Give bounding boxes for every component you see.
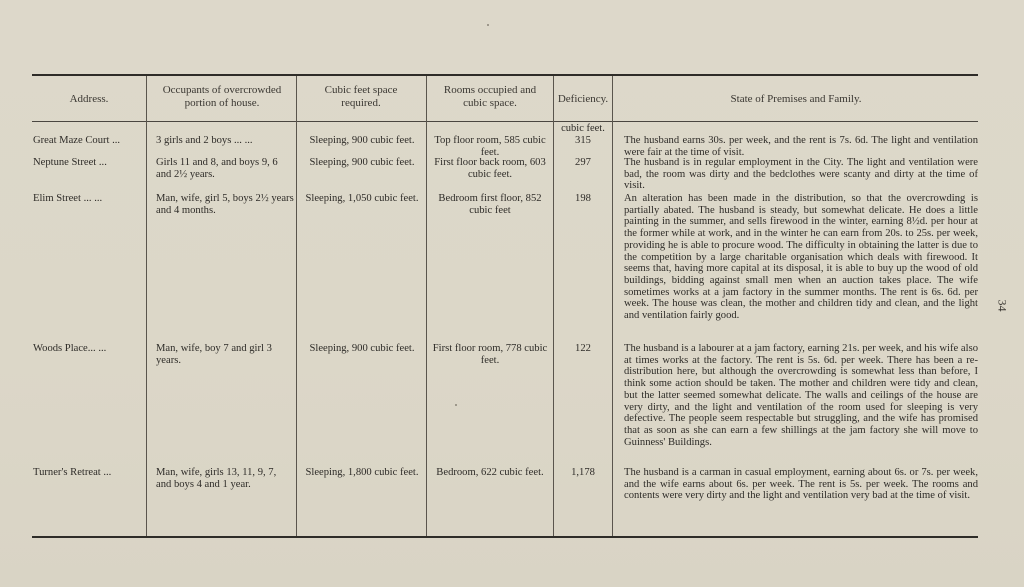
row-state: The husband is a labourer at a jam factory, earning 21s. per week, and his wife also at times works at the factory. The rent is 5s. 6d. per week. There has been a re-distribution here, but although the overcrowding is somewhat less than before, I think some action should be taken. The mother and children were tidy and clean, but the latter seemed somewhat delicate. The walls and ceilings of the house are very dirty, and the light and ventilation of the room used for sleeping is very defective. The people seem respectable but struggling, and the wife has promised that as soon as she can earn a few shillings at the jam factory she will move to Guinness' Buildings. <box>624 343 978 448</box>
header-deficiency: Deficiency. <box>557 93 609 105</box>
row-address: Great Maze Court ... <box>33 135 121 146</box>
row-address: Elim Street ... ... <box>33 193 103 204</box>
row-address: Woods Place... ... <box>33 343 107 354</box>
column-divider <box>426 76 427 536</box>
row-occupants: Man, wife, girls 13, 11, 9, 7, and boys 4 and 1 year. <box>156 467 277 490</box>
row-state: An alteration has been made in the distribution, so that the overcrowding is partially abated. The husband is steady, but somewhat delicate. He does a little painting in the summer, and sells firewood in the winter, earning 8½d. per hour at the former while at work, and in the winter he can earn from 20s. to 25s. per week, providing he is able to procure wood. The difficulty in obtaining the latter is due to the competition by a large charitable organisation which deals with firewood. It seems that, having more capital at its disposal, it is able to buy up the wood of old buildings, bidding against small men when an auction takes place. The wife sometimes works at a jam factory in the summer months. The rent is 6s. 6d. per week. The house was clean, the mother and children tidy and clean, and the light and ventilation fairly good. <box>624 193 978 322</box>
row-required: Sleeping, 1,050 cubic feet. <box>305 193 419 204</box>
row-required: Sleeping, 900 cubic feet. <box>309 343 415 354</box>
header-state: State of Premises and Family. <box>730 93 862 105</box>
row-required: Sleeping, 900 cubic feet. <box>309 135 415 146</box>
row-rooms: First floor back room, 603 cubic feet. <box>434 157 546 180</box>
row-rooms: First floor room, 778 cubic feet. <box>432 343 548 366</box>
row-deficiency: 198 <box>575 193 591 204</box>
column-divider <box>296 76 297 536</box>
page-number: 34 <box>995 299 1010 312</box>
row-occupants: Man, wife, girl 5, boys 2½ years and 4 months. <box>156 193 294 216</box>
row-state: The husband earns 30s. per week, and the rent is 7s. 6d. The light and ventilation were fair at the time of visit. <box>624 135 978 158</box>
header-address: Address. <box>69 93 109 105</box>
table-top-rule <box>32 74 978 76</box>
row-occupants: 3 girls and 2 boys ... ... <box>156 135 253 146</box>
row-occupants: Girls 11 and 8, and boys 9, 6 and 2½ years. <box>156 157 278 180</box>
row-state: The husband is a carman in casual employment, earning about 6s. or 7s. per week, and the wife earns about 6s. per week. The rent is 5s. per week. The rooms and contents were very dirty and the light and ventilation very bad at the time of visit. <box>624 467 978 502</box>
row-rooms: Bedroom first floor, 852 cubic feet <box>438 193 542 216</box>
row-rooms: Bedroom, 622 cubic feet. <box>436 467 544 478</box>
column-divider <box>146 76 147 536</box>
row-address: Turner's Retreat ... <box>33 467 112 478</box>
paper-speck <box>455 404 457 406</box>
row-deficiency: 1,178 <box>571 467 595 478</box>
row-required: Sleeping, 900 cubic feet. <box>309 157 415 168</box>
row-deficiency: 122 <box>575 343 591 354</box>
deficiency-unit: cubic feet. <box>561 123 605 134</box>
header-occupants: Occupants of overcrowded portion of house. <box>162 84 282 109</box>
row-deficiency: 297 <box>575 157 591 168</box>
column-divider <box>612 76 613 536</box>
column-divider <box>553 76 554 536</box>
table-bottom-rule <box>32 536 978 538</box>
row-rooms: Top floor room, 585 cubic feet. <box>434 135 546 158</box>
row-required: Sleeping, 1,800 cubic feet. <box>305 467 419 478</box>
table-header-rule <box>32 121 978 122</box>
row-state: The husband is in regular employment in the City. The light and ventilation were bad, the room was dirty and the bedclothes were scanty and dirty at the time of visit. <box>624 157 978 192</box>
header-cubic-required: Cubic feet space required. <box>324 84 398 109</box>
row-deficiency: 315 <box>575 135 591 146</box>
row-address: Neptune Street ... <box>33 157 107 168</box>
row-occupants: Man, wife, boy 7 and girl 3 years. <box>156 343 272 366</box>
header-rooms: Rooms occupied and cubic space. <box>443 84 537 109</box>
paper-speck <box>487 24 489 26</box>
